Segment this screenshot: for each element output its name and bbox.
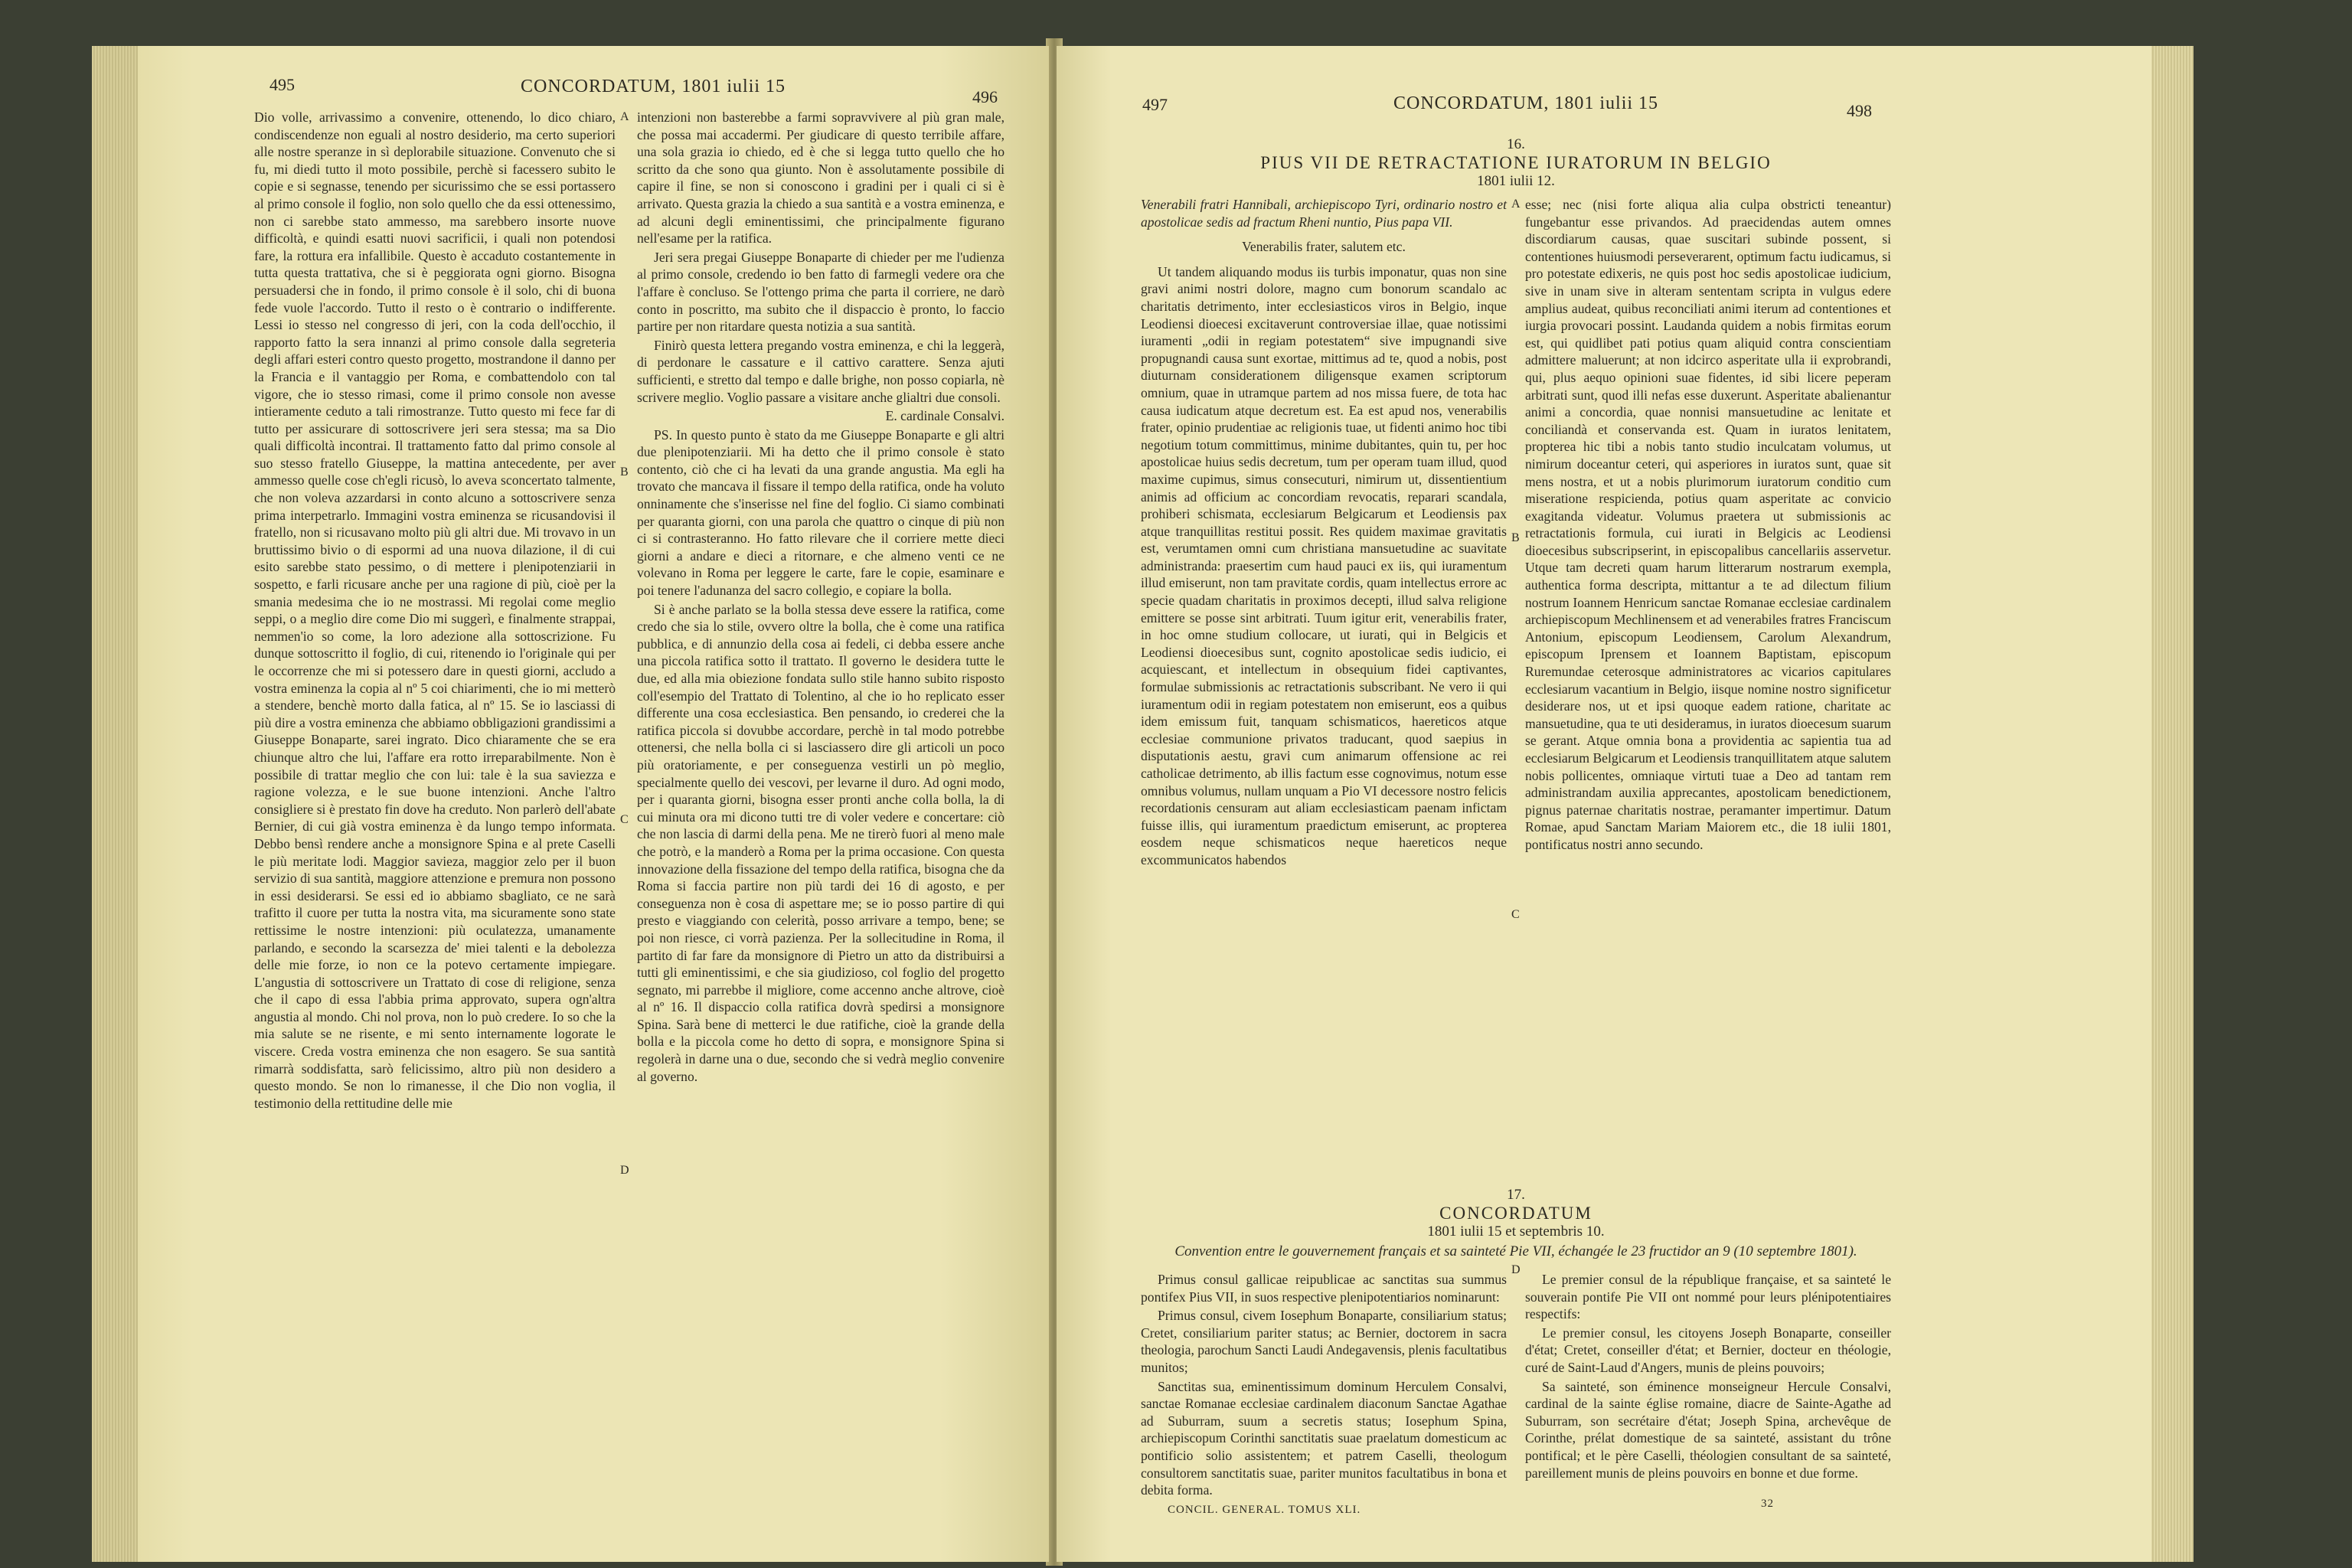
doc17-title: CONCORDATUM [1439, 1204, 1592, 1223]
doc17-date: 1801 iulii 15 et septembris 10. [1427, 1223, 1605, 1240]
doc16-date: 1801 iulii 12. [1477, 173, 1555, 189]
paragraph: Sanctitas sua, eminentissimum dominum Herculem Consalvi, sanctae Romanae ecclesiae cardinalem diaconum Sanctae Agathae ad Suburram, suum a secretis status; Iosephum Spina, archiepiscopum Corinthi sanctitatis suae praelatum domesticum ac pontificio solio assistentem; et patrem Caselli, theologum consultorem sanctitatis suae, pariter munitos facultatibus in bona et debita forma. [1141, 1378, 1507, 1498]
running-head-left: CONCORDATUM, 1801 iulii 15 [521, 77, 786, 96]
page-number-495: 495 [270, 75, 295, 94]
doc16-column-b [1525, 196, 1891, 855]
paragraph: PS. In questo punto è stato da me Giuseppe Bonaparte e gli altri due plenipotenziarii. Mi ha detto che il primo console è stato contento, ciò che ci ha levati da una grande angustia. Ma egli ha trovato che mancava il fissare il tempo della ratifica, onde ha voluto onninamente che s'inserisse nel fine del foglio. Ci siamo combinati per quaranta giorni, con una parola che quattro o cinque di più non ci si contrasteranno. Ho fatto rilevare che il corriere mette dieci giorni a andare e dieci a ritornare, e che almeno venti ce ne volevano in Roma per leggere le carte, fare le copie, esaminare e poi tenere l'adunanza del sacro collegio, e copiare la bolla. [637, 426, 1004, 599]
paragraph: Jeri sera pregai Giuseppe Bonaparte di chieder per me l'udienza al primo console, credendo io ben fatto di farmegli vedere ora che l'affare è concluso. Se l'ottengo prima che parta il corriere, ne darò conto in poscritto, ma subito che il dispaccio è pronto, lo faccio partire per non ritardare questa notizia a sua santità. [637, 249, 1004, 335]
doc16-address: Venerabili fratri Hannibali, archiepiscopo Tyri, ordinario nostro et apostolicae sedis ad fractum Rheni nuntio, Pius papa VII. [1141, 197, 1507, 230]
left-column-a [254, 109, 616, 1113]
paragraph: Primus consul gallicae reipublicae ac sanctitas sua summus pontifex Pius VII, in suos respective plenipotentiarios nominarunt: [1141, 1272, 1507, 1305]
left-page-edge [92, 46, 139, 1562]
doc16-column-a [1141, 196, 1507, 871]
page-number-497: 497 [1142, 95, 1168, 114]
footer-volume: CONCIL. GENERAL. TOMUS XLI. [1168, 1504, 1361, 1516]
right-page [1057, 46, 2151, 1562]
left-column-b [637, 109, 1004, 1086]
margin-letter-d: D [1511, 1263, 1521, 1276]
doc16-greeting: Venerabilis frater, salutem etc. [1242, 239, 1406, 255]
doc16-number: 16. [1507, 136, 1525, 152]
paragraph: esse; nec (nisi forte aliqua alia culpa obstricti teneantur) fungebantur esse privandos. Ad praecidendas autem omnes discordiarum causas, quae suscitari subinde possent, si contentiones huiusmodi perseverarent, optimum factu iudicamus, si pro potestate edixeris, ne quis post hoc sedis apostolicae iudicium, sive in unam sive in alteram sententam scripta in vulgus edere amplius audeat, quibus reconciliati animi iterum ad contentiones et iurgia provocari possint. Laudanda quidem a nobis firmitas eorum est, qui quidlibet pati potius quam aliquid contra conscientiam admittere maluerunt; at non idcirco asperitate ulla ii exprobrandi, qui, plus aequo opinioni suae fidentes, id sibi licere peperam arbitrati sunt, quod illi nefas esse duxerunt. Asperitate abalienantur animi a concordia, quae nonnisi mansuetudine ac lenitate et conciliandà et conservanda est. Quam in iuratos lenitatem, propterea hic tibi a nobis tanto studio inculcatam volumus, ut nimirum doceantur ceteri, qui asperiores in iuratos sunt, quae sit mens nostra, et ut a nobis plurimorum iuratorum conditio cum miseratione respicienda, potius quam asperitate ac convicio exagitanda videatur. Volumus praetera ut submissionis ac retractationis formula, cui iurati in Belgicis ac Leodiensi dioecesibus subscripserint, in episcopalibus cancellariis asservetur. Utque tam decreti quam harum litterarum nostrarum exempla, authentica forma descripta, mittantur a te ad dilectum filium nostrum Ioannem Henricum sanctae Romanae ecclesiae cardinalem archiepiscopum Mechlinensem et ad venerabiles fratres Franciscum Antonium, episcopum Leodiensem, Carolum Alexandrum, episcopum Iprensem et Ioannem Baptistam, episcopum Ruremundae ceterosque administratores ac vicarios capitulares ecclesiarum vacantium in Belgio, iisque nomine nostro significetur desiderare nos, ut et ipsi quoque eadem ratione, charitate ac mansuetudine, qua te uti desideramus, in iuratos dioecesum suarum se gerant. Atque omnia bona a providentia ac sapientia tua ad ecclesiarum Belgicarum et Leodiensis tranquillitatem atque salutem nobis pollicentes, omniaque virtuti tuae a Deo ad tantam rem administrandam auxilia apprecantes, apostolicam benedictionem, pignus paternae charitatis nostrae, peramanter impertimur. Datum Romae, apud Sanctam Mariam Maiorem etc., die 18 iulii 1801, pontificatus nostri anno secundo. [1525, 197, 1891, 852]
signature-mark: 32 [1761, 1498, 1774, 1510]
page-number-498: 498 [1847, 101, 1872, 120]
paragraph: Ut tandem aliquando modus iis turbis imponatur, quas non sine gravi animi nostri dolore, magno cum bonorum scandalo ac charitatis detrimento, inter ecclesiasticos viros in Belgio, inque Leodiensi dioecesi excitaverunt controversiae illae, quae notissimi iuramenti „odii in regiam potestatem“ sive impugnandi sive propugnandi causa sunt exortae, mittimus ad te, quod a nobis, post diuturnam considerationem diligensque examen scriptorum omnium, quae in utramque partem ad nos missa fuere, de tota hac causa iudicatum atque decretum est. Ea est apud nos, venerabilis frater, opinio prudentiae ac religionis tuae, ut fidenti animo hoc tibi negotium totum committimus, minime dubitantes, quin tu, per hoc apostolicae huius sedis decretum, tum per operam tuam illud, quod maxime cupimus, simus consecuturi, nimirum ut, dissentientium animis ad officium ac concordiam revocatis, reparari scandala, prohiberi schismata, ecclesiarum Belgicarum et Leodiensis pax atque tranquillitas restitui possit. Res quidem maximae gravitatis est, verumtamen omni cum christiana mansuetudine ac suavitate administranda: praesertim cum haud pauci ex iis, qui iuramentum illud emiserunt, non tam pravitate cordis, quam intellectus errore ac specie quadam charitatis in proximos decepti, illud salva religione emittere se posse sint arbitrati. Tuum igitur erit, venerabilis frater, in hoc omne studium collocare, ut iurati, qui in Belgicis et Leodiensi dioecesibus sunt, cognito apostolicae sedis iudicio, ei acquiescant, et intellectum in obsequium fidei captivantes, formulae submissionis ac retractationis subscribant. Ne vero ii qui iuramentum odii in regiam potestatem non emiserunt, eos a quibus idem emissum fuit, tanquam schismaticos, haereticos atque ecclesiae communione privatos traducant, quod saepius in disputationis aestu, gravi cum animarum offensione ac rei catholicae detrimento, ab illis factum esse cognovimus, notum esse omnibus volumus, nullam unquam a Pio VI decessore nostro felicis recordationis censuram aut aliam ecclesiasticam paenam infictam fuisse illis, qui iuramentum praedictum emiserunt, ac propterea eosdem neque schismaticos neque haereticos neque excommunicatos habendos [1141, 263, 1507, 867]
margin-letter-a: A [1511, 198, 1521, 211]
paragraph: Le premier consul, les citoyens Joseph Bonaparte, conseiller d'état; Cretet, conseiller d'état; et Bernier, docteur en théologie, curé de Saint-Laud d'Angers, munis de pleins pouvoirs; [1525, 1325, 1891, 1375]
doc17-heading [1133, 1187, 1899, 1260]
doc17-subtitle: Convention entre le gouvernement français et sa sainteté Pie VII, échangée le 23 fructidor an 9 (10 septembre 1801). [1174, 1243, 1857, 1259]
doc16-heading [1133, 136, 1899, 190]
doc17-column-french [1525, 1271, 1891, 1483]
margin-letter-b: B [1511, 531, 1520, 544]
paragraph: Finirò questa lettera pregando vostra eminenza, e chi la leggerà, di perdonare le cassature e il cattivo carattere. Senza ajuti sufficienti, e stretto dal tempo e dalle brighe, non posso copiarla, nè scrivere meglio. Voglio passare a visitare anche glialtri due consoli. [637, 337, 1004, 405]
running-head-right: CONCORDATUM, 1801 iulii 15 [1393, 93, 1659, 113]
margin-letter-c: C [620, 813, 629, 826]
doc17-column-latin [1141, 1271, 1507, 1501]
paragraph: Dio volle, arrivassimo a convenire, ottenendo, lo dico chiaro, condiscendenze non eguali al nostro desiderio, ma certo superiori alle nostre speranze in sì deplorabile situazione. Convenuto che si fu, mi diedi tutto il moto possibile, perchè si facessero subito le copie e si segnasse, tenendo per sicurissimo che se essi portassero al primo console il foglio, non solo quello che da essi ottenessimo, non ci sarebbe stato ammesso, ma sarebbero insorte nuove difficoltà, e quindi esatti nuovi sacrificii, i quali non potendosi fare, la rottura era infallibile. Questo è accaduto costantemente in tutta questa trattativa, che si è peggiorata ogni giorno. Bisogna persuadersi che in fondo, il primo console è il solo, chi di buona fede vuole l'accordo. Tutto il resto o è contrario o indifferente. Lessi io stesso nel congresso di jeri, con la coda dell'occhio, il rapporto fatto la sera innanzi al primo console dalla segreteria degli affari esteri contro questo progetto, mostrandone il danno per la Francia e il vantaggio per Roma, e combattendolo con tal vigore, che io stesso rimasi, come il primo console non avesse intieramente ceduto a tali rimostranze. Tutto questo mi fece far di tutto per assicurare di sottoscrivere jeri sera stessa; ma sa Dio quali difficoltà incontrai. Il trattamento fatto dal primo console al suo stesso fratello Giuseppe, la mattina antecedente, per aver ammesso quelle cose ch'egli ricusò, lo aveva sconcertato talmente, che non voleva azzardarsi in conto alcuno a sottoscrivere senza prima interpetrarlo. Immagini vostra eminenza se ricusandovisi il fratello, non si ricusavano molto più gli altri due. Mi trovavo in un bruttissimo bivio o di espormi ad una nuova dilazione, il di cui esito sarebbe stato pessimo, o di mettere i plenipotenziarii in sospetto, e farli ricusare anche per una ragione di più, cioè per la smania medesima che io ne mostrassi. Mi regolai come meglio seppi, o a meglio dire come Dio mi suggerì, e finalmente strappai, nemmen'io so come, la loro adezione alla sottoscrizione. Fu dunque sottoscritto il foglio, di cui, ritenendo io l'originale qui per le occorrenze che mi si potessero dare in questi giorni, accludo a vostra eminenza la copia al nº 5 coi chiarimenti, che io mi metterò a stendere, benchè morto dalla fatica, al nº 15. Se io lasciassi di più dire a vostra eminenza che abbiamo obbligazioni grandissimi a Giuseppe Bonaparte, sarei ingrato. Dico chiaramente che se era chiunque altro che lui, l'affare era rotto irreparabilmente. Non è possibile di trattar meglio che con lui: tale è la sua saviezza e ragione volezza, e le sue buone intenzioni. Anche l'altro consigliere si è prestato fin dove ha creduto. Non parlerò dell'abate Bernier, di cui già vostra eminenza è da lungo tempo informata. Debbo bensì rendere anche a monsignore Spina e al prete Caselli le più meritate lodi. Maggior savieza, maggior zelo per il buon servizio di sua santità, maggiore attenzione e premura non possono in essi desiderarsi. Se essi ed io abbiamo sbagliato, ce ne sarà trafitto il cuore per tutta la nostra vita, ma sicuramente sono state rettissime le nostre intenzioni: più oculatezza, umanamente parlando, e secondo la scarsezza de' miei talenti e la debolezza delle mie forze, io non ce la potevo certamente impiegare. L'angustia di sottoscrivere un Trattato di cose di religione, senza che il capo di essa l'abbia prima approvato, supera ogn'altra angustia al mondo. Chi nol prova, non lo può credere. Io so che la mia salute se ne risente, e mi sento internamente logorate le viscere. Creda vostra eminenza che non esagero. Se sua santità rimarrà soddisfatta, sarò felicissimo, altro più non desidero a questo mondo. Se non lo rimanesse, il che Dio non voglia, il testimonio della rettitudine delle mie [254, 109, 616, 1111]
left-page [138, 46, 1049, 1562]
doc16-title: PIUS VII DE RETRACTATIONE IURATORUM IN BELGIO [1260, 153, 1772, 172]
margin-letter-b: B [620, 466, 629, 479]
margin-letter-c: C [1511, 908, 1520, 921]
paragraph: intenzioni non basterebbe a farmi sopravvivere al più gran male, che possa mai accadermi. Per giudicare di questo terribile affare, una sola grazia io chiedo, ed è che si legga tutto quello che ho scritto da che sono qua giunto. Non è assolutamente possibile di capire il fine, se non si conoscono i gradini per i quali ci si è arrivato. Questa grazia la chiedo a sua santità e a vostra eminenza, e ad alcuni degli eminentissimi, che principalmente figurano nell'esame per la ratifica. [637, 109, 1004, 247]
paragraph: Primus consul, civem Iosephum Bonaparte, consiliarium status; Cretet, consiliarium pariter status; ac Bernier, doctorem in sacra theologia, parochum Sancti Laudi Andegavensis, plenis facultatibus munitos; [1141, 1308, 1507, 1375]
margin-letter-a: A [620, 110, 629, 123]
page-number-496: 496 [972, 87, 998, 106]
right-page-edge [2148, 46, 2194, 1562]
margin-letter-d: D [620, 1164, 629, 1177]
paragraph: Sa sainteté, son éminence monseigneur Hercule Consalvi, cardinal de la sainte église romaine, diacre de Sainte-Agathe ad Suburram, son secrétaire d'état; Joseph Spina, archevêque de Corinthe, prélat domestique de sa sainteté, assistant du trône pontifical; et le père Caselli, théologien consultant de sa sainteté, pareillement munis de pleins pouvoirs en bonne et due forme. [1525, 1378, 1891, 1481]
signature-consalvi: E. cardinale Consalvi. [885, 408, 1004, 424]
paragraph: Si è anche parlato se la bolla stessa deve essere la ratifica, come credo che sia lo stile, ovvero oltre la bolla, che è come una ratifica pubblica, e di annunzio della cosa ai fedeli, ci debba essere anche una piccola ratifica sotto il trattato. Il governo le desidera tutte le due, ed alla mia obiezione fondata sullo stile hanno subito risposto coll'esempio del Trattato di Tolentino, al che io ho replicato esser differente una cosa ecclesiastica. Ben pensando, io crederei che la ratifica piccola si dovubbe accordare, perchè in tal modo potrebbe ottenersi, che nella bolla ci si lasciassero dire gli articoli un poco più oratoriamente, e per conseguenza vestirli un pò meglio, specialmente quello dei vescovi, per levarne il duro. Ad ogni modo, per i quaranta giorni, bisogna esser pronti anche colla bolla, la di cui minuta ora mi dicono tutti tre di voler vedere e concertare: ciò che non lascia di darmi della pena. Me ne tirerò fuori al meno male che potrò, e la manderò a Roma per la prima occasione. Con questa innovazione della fissazione del tempo della ratifica, bisogna che da Roma si faccia partire non più tardi dei 16 di agosto, e per conseguenza non è cosa di aspettare me; se io posso partire di qui presto e viaggiando con celerità, posso arrivare a tempo, bene; se poi non riesce, ci vorrà pazienza. Per la sollecitudine in Roma, il partito di far fare da monsignore di Pietro un atto da distribuirsi a tutti gli eminentissimi, e che sia giudizioso, col foglio del progetto segnato, mi parrebbe il migliore, come accenno anche altrove, cioè al nº 16. Il dispaccio colla ratifica dovrà spedirsi a monsignore Spina. Sarà bene di metterci le due ratifiche, cioè la grande della bolla e la piccola come ho detto di sopra, e monsignore Spina si regolerà in darne una o due, secondo che si vedrà meglio convenire al governo. [637, 601, 1004, 1084]
paragraph: Le premier consul de la république française, et sa sainteté le souverain pontife Pie VII ont nommé pour leurs plénipotentiaires respectifs: [1525, 1272, 1891, 1322]
doc17-number: 17. [1507, 1187, 1525, 1203]
